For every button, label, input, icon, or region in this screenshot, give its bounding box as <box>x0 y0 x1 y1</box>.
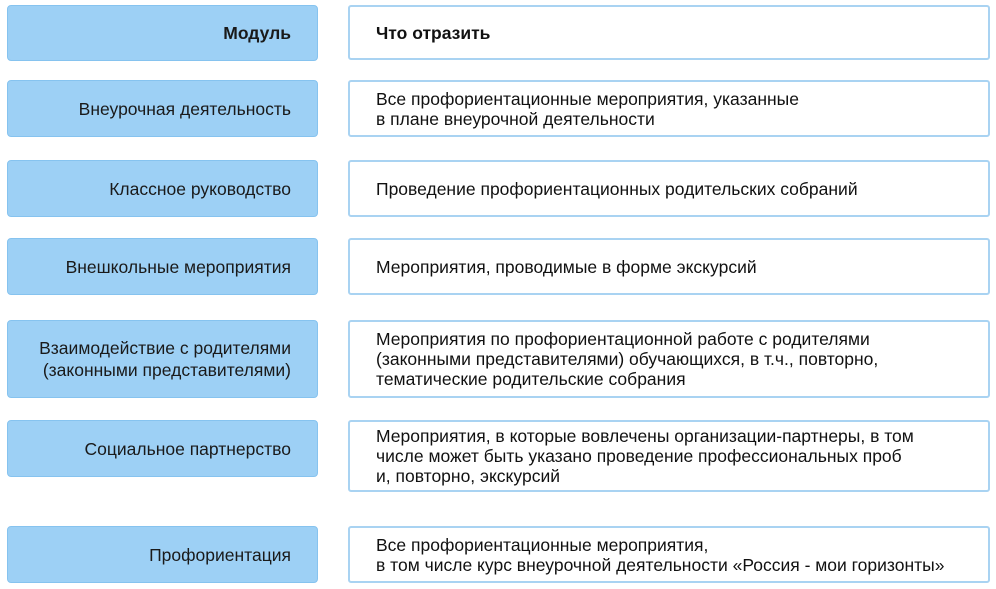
module-label: Социальное партнерство <box>84 438 291 459</box>
content-cell-extracurricular <box>348 80 990 137</box>
module-cell-parents <box>7 320 318 398</box>
content-cell-class-guidance <box>348 160 990 217</box>
content-text: Мероприятия по профориентационной работе с родителями (законными представителями) обучающихся, в т.ч., повторно, тематические родительские собрания <box>376 329 879 389</box>
content-text: Мероприятия, проводимые в форме экскурсий <box>376 256 757 277</box>
reflect-header-label: Что отразить <box>376 22 491 43</box>
content-text: Все профориентационные мероприятия, указанные в плане внеурочной деятельности <box>376 88 799 129</box>
content-text: Проведение профориентационных родительских собраний <box>376 178 858 199</box>
reflect-header-cell <box>348 5 990 60</box>
module-cell-extracurricular <box>7 80 318 137</box>
module-label: Взаимодействие с родителями (законными представителями) <box>39 338 291 380</box>
module-label: Профориентация <box>149 544 291 565</box>
module-cell-partnership <box>7 420 318 477</box>
content-cell-external-events <box>348 238 990 295</box>
content-text: Мероприятия, в которые вовлечены организации-партнеры, в том числе может быть указано проведение профессиональных проб и, повторно, экскурсий <box>376 426 914 486</box>
module-cell-class-guidance <box>7 160 318 217</box>
module-label: Внеурочная деятельность <box>78 98 291 119</box>
module-label: Классное руководство <box>109 178 291 199</box>
content-text: Все профориентационные мероприятия, в том числе курс внеурочной деятельности «Россия - мои горизонты» <box>376 534 945 575</box>
content-cell-parents <box>348 320 990 398</box>
module-cell-external-events <box>7 238 318 295</box>
module-cell-career-guidance <box>7 526 318 583</box>
content-cell-career-guidance <box>348 526 990 583</box>
module-label: Внешкольные мероприятия <box>65 256 291 277</box>
module-header-cell <box>7 5 318 61</box>
module-header-label: Модуль <box>223 23 291 43</box>
content-cell-partnership <box>348 420 990 492</box>
